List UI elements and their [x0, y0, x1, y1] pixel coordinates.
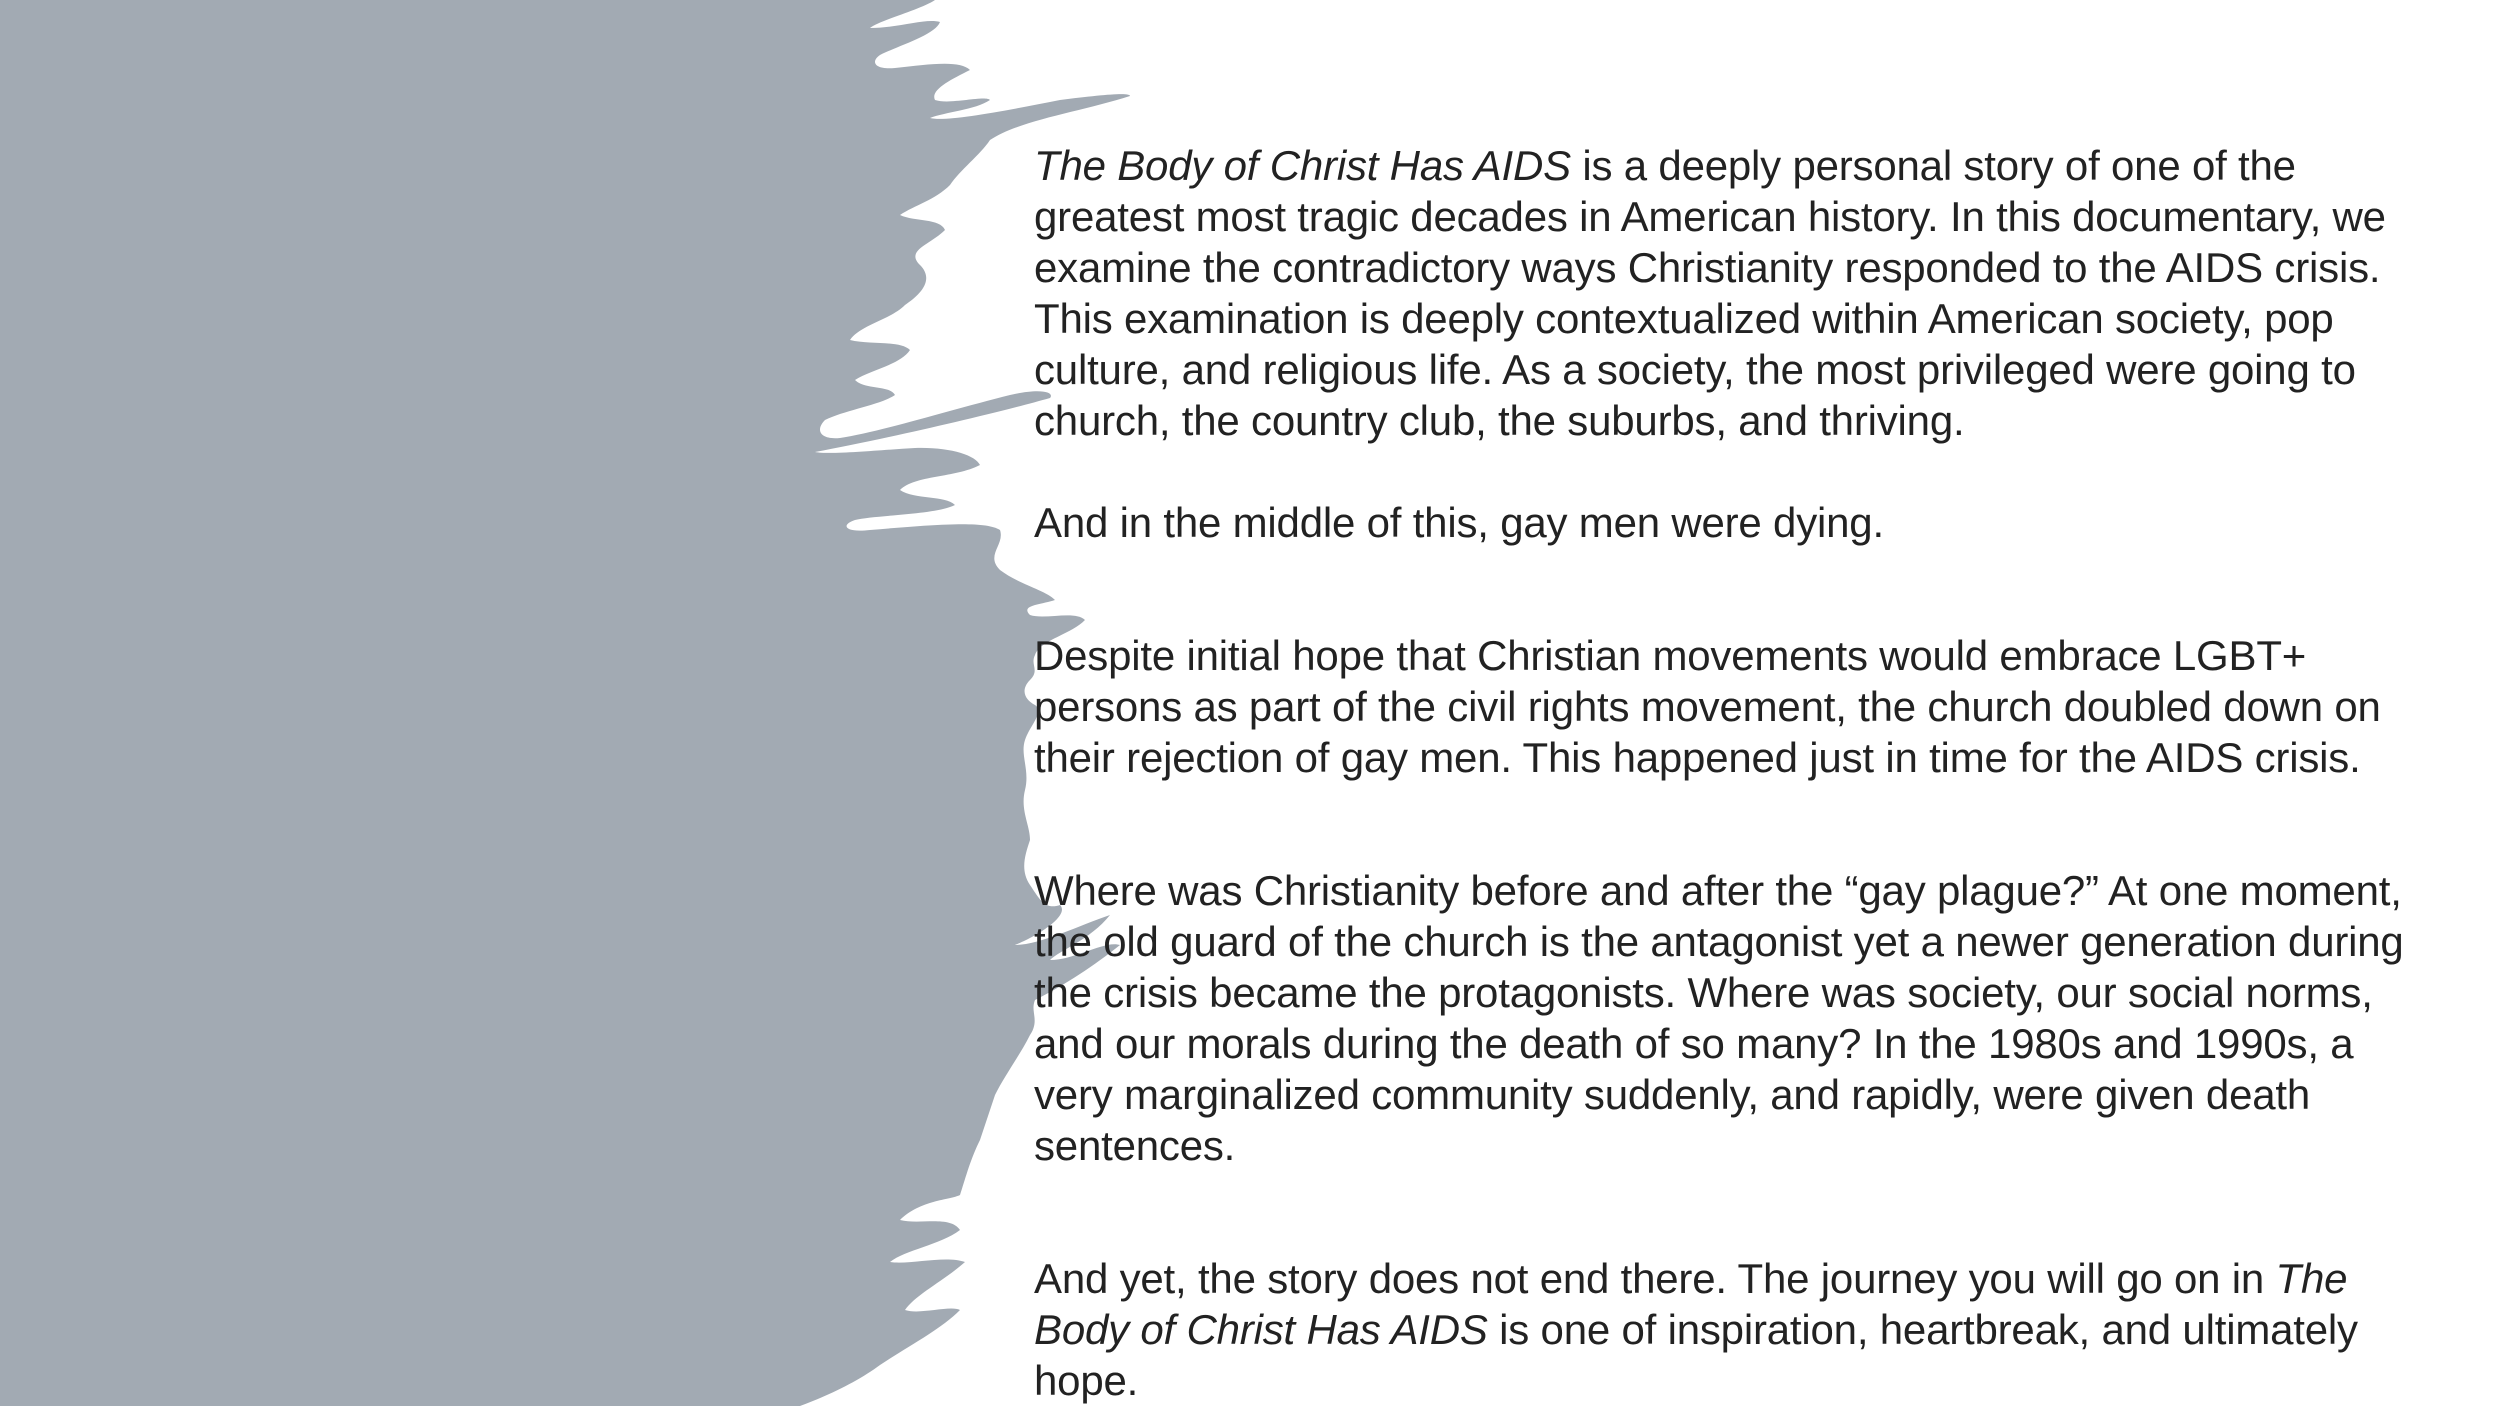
paragraph-dying: And in the middle of this, gay men were dying. [1034, 499, 1884, 546]
hope-text-start: And yet, the story does not end there. The journey you will go on in [1034, 1255, 2276, 1302]
film-title-closing: The Body of Christ Has AIDS [1034, 1255, 2348, 1353]
film-title: The Body of Christ Has AIDS [1034, 142, 1571, 189]
paragraph-gay-plague: Where was Christianity before and after the “gay plague?” At one moment, the old guard of the church is the antagonist yet a newer generation during the crisis became the protagonists. Where was society, our social norms, and our morals during the death of so many? In the 1980s and 1990s, a very marginalized community suddenly, and rapidly, were given death sentences. [1034, 867, 2404, 1169]
paragraph-intro [1034, 140, 2434, 446]
intro-text: is a deeply personal story of one of the greatest most tragic decades in American history. In this documentary, we examine the contradictory ways Christianity responded to the AIDS crisis. This examination is deeply contextualized within American society, pop culture, and religious life. As a society, the most privileged were going to church, the country club, the suburbs, and thriving. [1034, 142, 2386, 444]
hope-text-end: is one of inspiration, heartbreak, and ultimately hope. [1034, 1306, 2358, 1404]
paragraph-hope [1034, 1253, 2434, 1406]
body-text [1034, 140, 2434, 1406]
paragraph-church-rejection: Despite initial hope that Christian movements would embrace LGBT+ persons as part of the civil rights movement, the church doubled down on their rejection of gay men. This happened just in time for the AIDS crisis. [1034, 632, 2381, 781]
